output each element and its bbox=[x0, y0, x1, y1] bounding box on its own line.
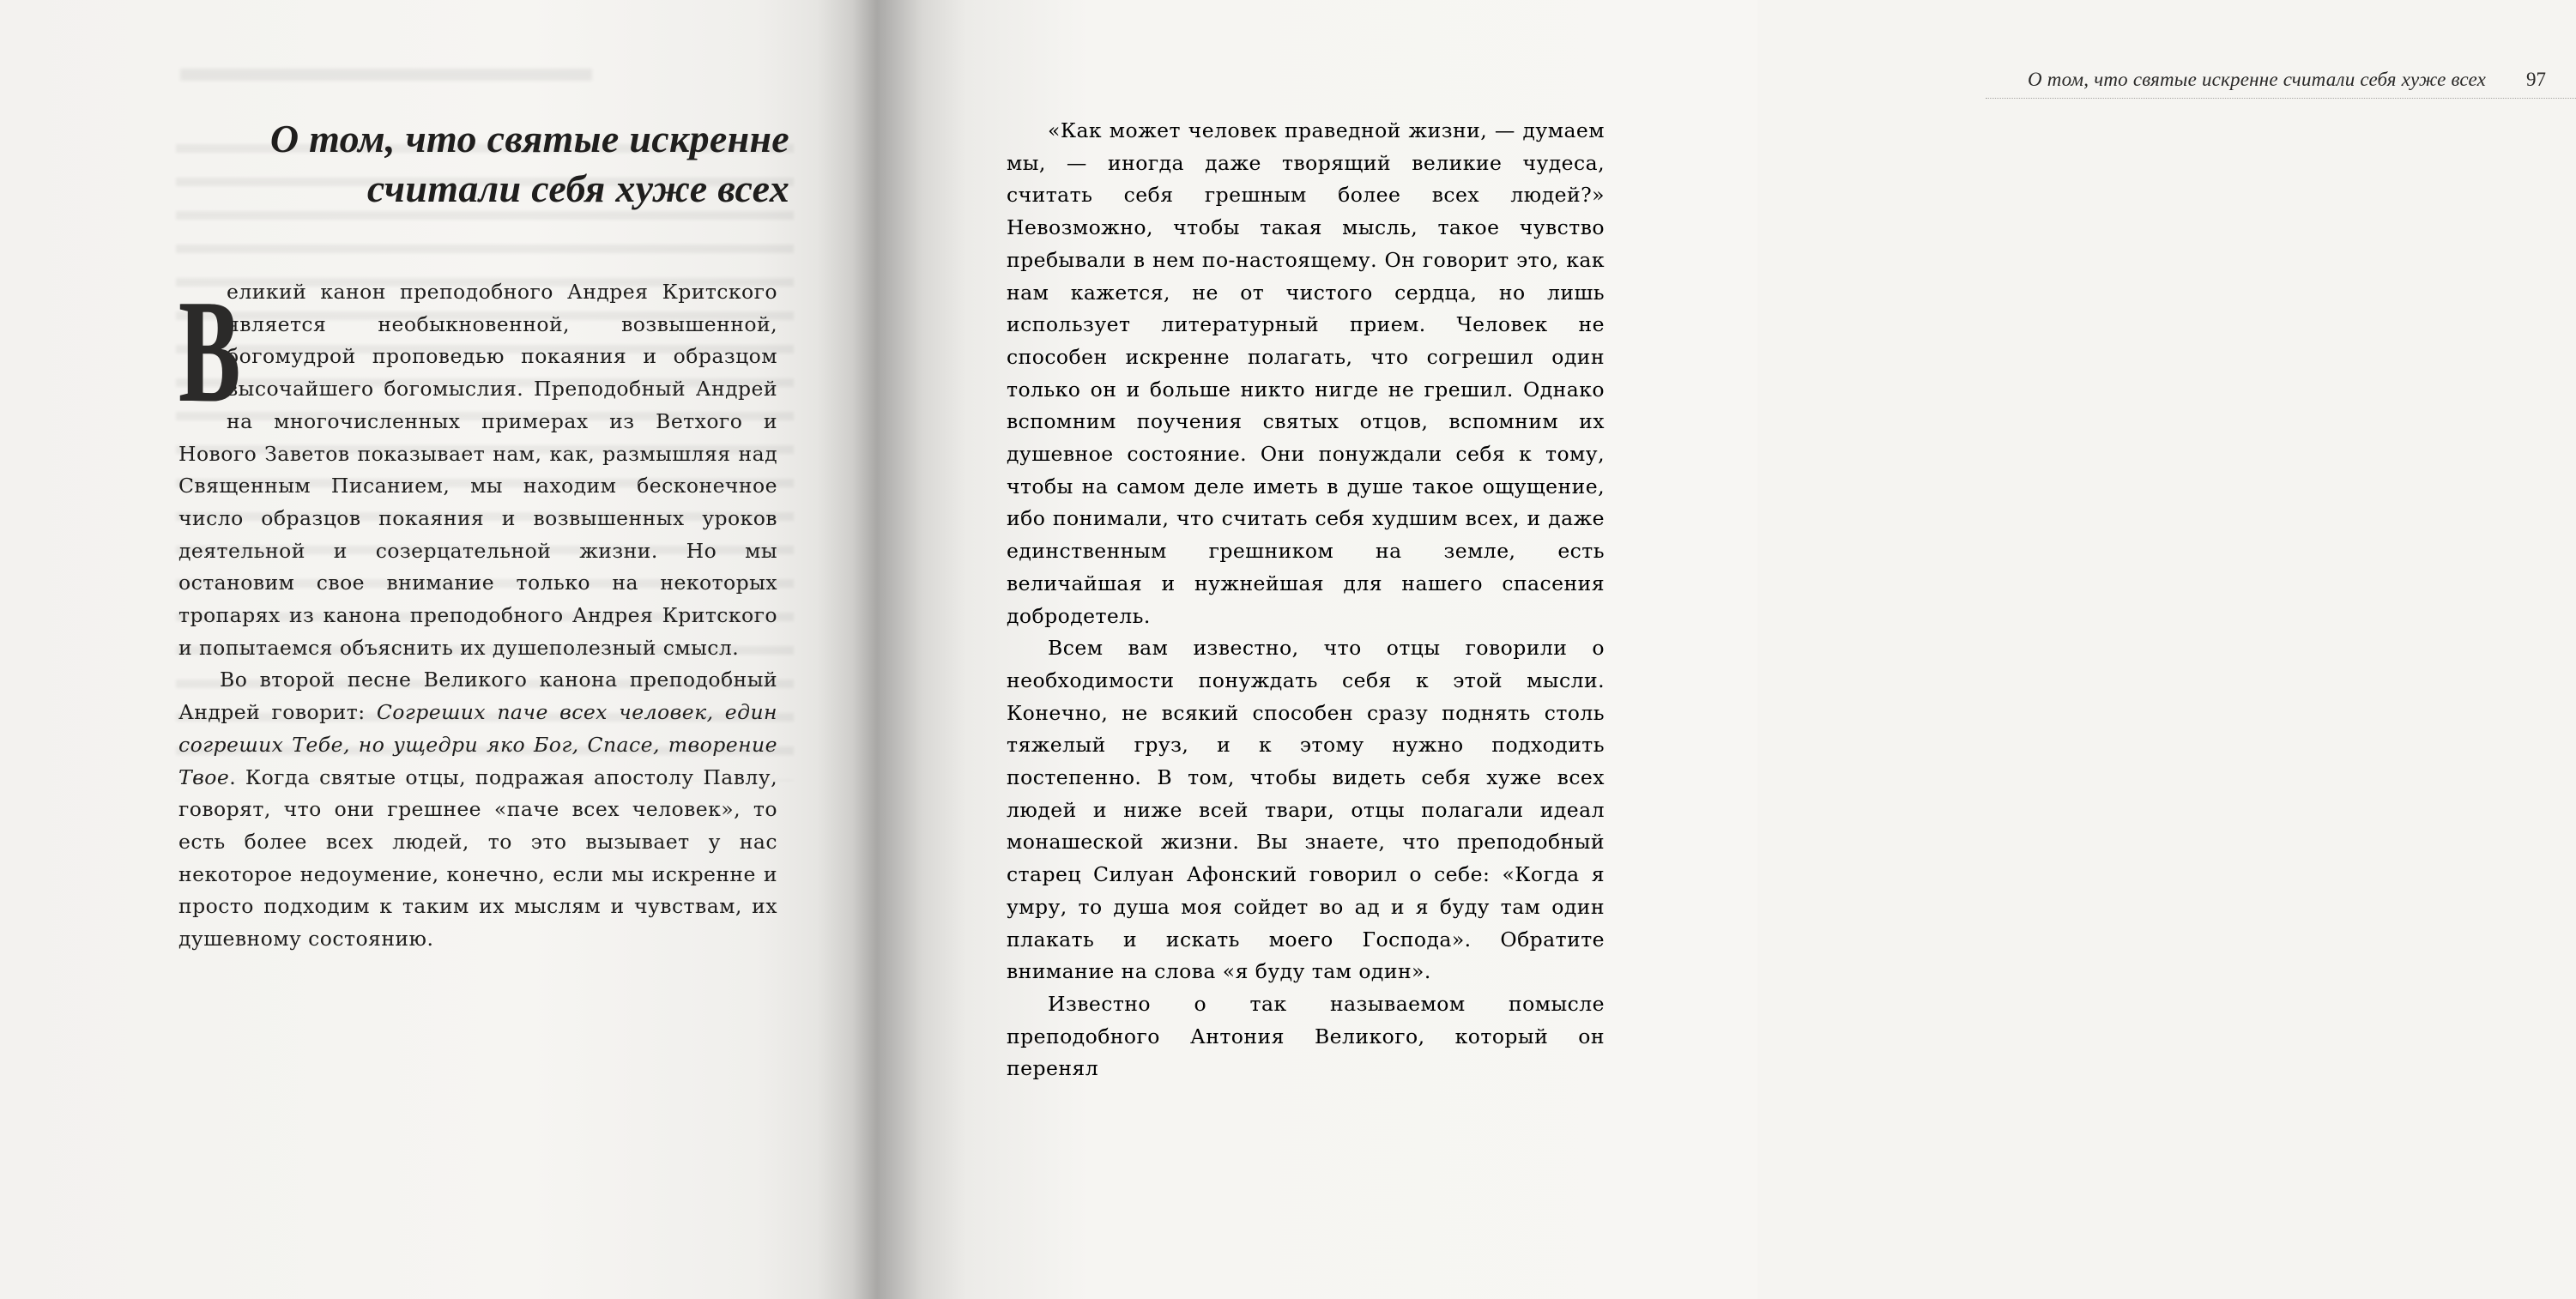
chapter-title-line-2: считали себя хуже всех bbox=[366, 166, 789, 210]
left-paragraph-2-quote: Согреших паче всех человек, един согреших Тебе, но ущедри яко Бог, Спасе, творение Твое bbox=[178, 700, 777, 789]
left-paragraph-2 bbox=[178, 664, 777, 955]
left-paragraph-1-text: еликий канон преподобного Андрея Критского является необыкновенной, возвышенной, богомудрой проповедью покаяния и образцом высочайшего богомыслия. Преподобный Андрей на многочисленных примерах из Ветхого и Нового Заветов показывает нам, как, размышляя над Священным Писанием, мы находим бесконечное число образцов покаяния и возвышенных уроков деятельной и созерцательной жизни. Но мы остановим свое внимание только на некоторых тропарях из канона преподобного Андрея Критского и попытаемся объяснить их душеполезный смысл. bbox=[178, 280, 777, 660]
left-paragraph-1 bbox=[178, 270, 777, 664]
chapter-title bbox=[257, 114, 789, 214]
left-paragraph-2-lead: Во второй песне Великого канона преподобный Андрей говорит: bbox=[178, 668, 777, 725]
running-head-rule bbox=[1986, 98, 2576, 99]
left-page bbox=[0, 0, 858, 1299]
left-paragraph-2-rest: . Когда святые отцы, подражая апостолу Павлу, говорят, что они грешнее «паче всех человек», то есть более всех людей, то это вызывает у нас некоторое недоумение, конечно, если мы искренне и просто подходим к таким их мыслям и чувствам, их душевному состоянию. bbox=[178, 764, 777, 952]
show-through-header bbox=[180, 69, 592, 81]
chapter-title-line-1: О том, что святые искренне bbox=[269, 117, 789, 160]
running-head: О том, что святые искренне считали себя хуже всех bbox=[2028, 69, 2486, 90]
right-page-body bbox=[1007, 115, 1605, 1085]
right-paragraph-2: Всем вам известно, что отцы говорили о необходимости понуждать себя к этой мысли. Конечно, не всякий способен сразу поднять столь тяжелый груз, и к этому нужно подходить постепенно. В том, чтобы видеть себя хуже всех людей и ниже всей твари, отцы полагали идеал монашеской жизни. Вы знаете, что преподобный старец Силуан Афонский говорил о себе: «Когда я умру, то душа моя сойдет во ад и я буду там один плакать и искать моего Господа». Обратите внимание на слова «я буду там один». bbox=[1007, 636, 1605, 984]
right-paragraph-1: «Как может человек праведной жизни, — думаем мы, — иногда даже творящий великие чудеса, считать себя грешным более всех людей?» Невозможно, чтобы такая мысль, такое чувство пребывали в нем по-настоящему. Он говорит это, как нам кажется, не от чистого сердца, но лишь использует литературный прием. Человек не способен искренне полагать, что согрешил один только он и больше никто нигде не грешил. Однако вспомним поучения святых отцов, вспомним их душевное состояние. Они понуждали себя к тому, чтобы на самом деле иметь в душе такое ощущение, ибо понимали, что считать себя худшим всех, и даже единственным грешником на земле, есть величайшая и нужнейшая для нашего спасения добродетель. bbox=[1007, 118, 1605, 628]
right-paragraph-3: Известно о так называемом помысле преподобного Антония Великого, который он перенял bbox=[1007, 991, 1605, 1081]
drop-cap: В bbox=[178, 270, 240, 433]
left-page-body bbox=[178, 270, 777, 956]
page-number: 97 bbox=[2526, 69, 2546, 90]
